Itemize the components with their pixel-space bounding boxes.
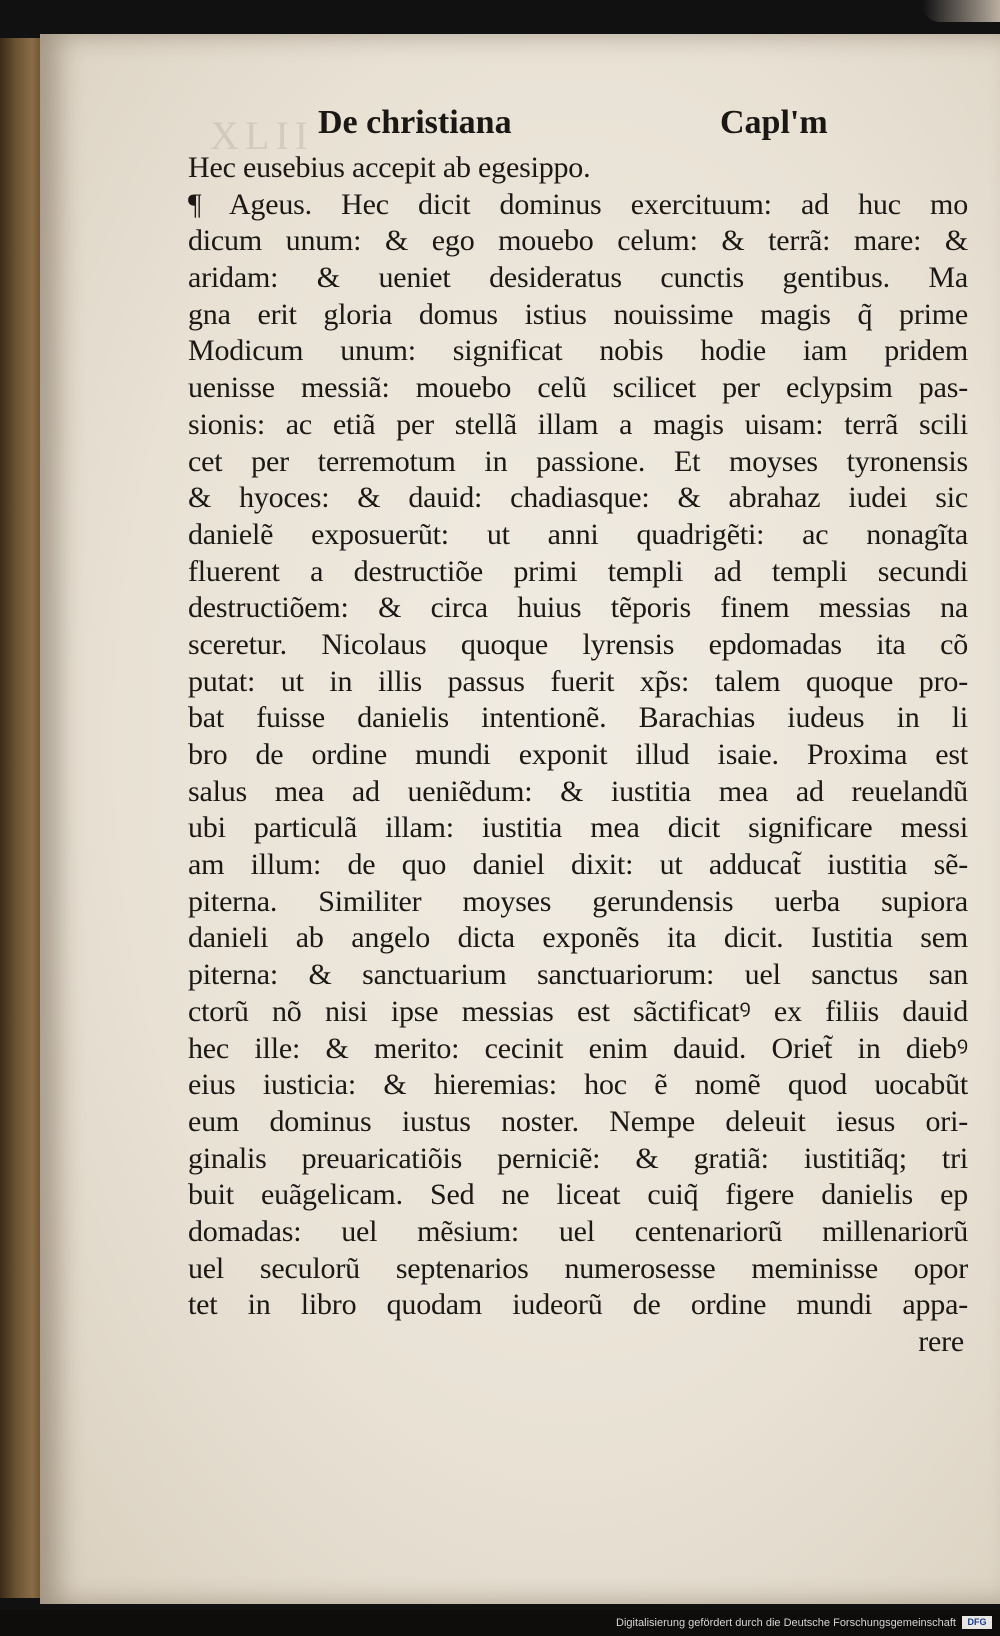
text-line: aridam: & ueniet desideratus cunctis gentibus. Ma xyxy=(188,261,968,295)
text-line: fluerent a destructiõe primi templi ad templi secundi xyxy=(188,554,968,588)
text-line: sceretur. Nicolaus quoque lyrensis epdomadas ita cõ xyxy=(188,627,968,661)
text-line: eius iusticia: & hieremias: hoc ẽ nomẽ quod uocabũt xyxy=(188,1068,968,1102)
text-line: bat fuisse danielis intentionẽ. Barachias iudeus in li xyxy=(188,701,968,735)
text-line: Modicum unum: significat nobis hodie iam pridem xyxy=(188,334,968,368)
text-line: uel seculorũ septenarios numerosesse meminisse opor xyxy=(188,1251,968,1285)
text-line: dicum unum: & ego mouebo celum: & terrã: mare: & xyxy=(188,224,968,258)
book-page xyxy=(40,34,1000,1604)
adjacent-page-corner xyxy=(922,0,1000,22)
text-line: ¶ Ageus. Hec dicit dominus exercituum: ad huc mo xyxy=(188,187,968,221)
text-line: destructiõem: & circa huius tẽporis finem messias na xyxy=(188,591,968,625)
running-head xyxy=(40,104,1000,154)
text-line: ctorũ nõ nisi ipse messias est sãctificatꝰ ex filiis dauid xyxy=(188,994,968,1028)
text-line: gna erit gloria domus istius nouissime magis q̃ prime xyxy=(188,297,968,331)
text-line: Hec eusebius accepit ab egesippo. xyxy=(188,151,591,184)
text-line: am illum: de quo daniel dixit: ut adducat̃ iustitia sẽ- xyxy=(188,848,968,882)
running-head-title: De christiana xyxy=(318,104,512,141)
text-line: ubi particulã illam: iustitia mea dicit significare messi xyxy=(188,811,968,845)
text-line: danieli ab angelo dicta exponẽs ita dicit. Iustitia sem xyxy=(188,921,968,955)
funding-credit: Digitalisierung gefördert durch die Deutsche Forschungsgemeinschaft xyxy=(616,1617,956,1629)
text-line: domadas: uel mẽsium: uel centenariorũ millenariorũ xyxy=(188,1214,968,1248)
text-line: hec ille: & merito: cecinit enim dauid. Oriet̃ in diebꝰ xyxy=(188,1031,968,1065)
text-line: putat: ut in illis passus fuerit xp̃s: talem quoque pro- xyxy=(188,664,968,698)
text-line: salus mea ad ueniẽdum: & iustitia mea ad reuelandũ xyxy=(188,774,968,808)
text-line: eum dominus iustus noster. Nempe deleuit iesus ori- xyxy=(188,1104,968,1138)
text-line: sionis: ac etiã per stellã illam a magis uisam: terrã scili xyxy=(188,407,968,441)
text-line: ginalis preuaricatiõis perniciẽ: & gratiã: iustitiãq; tri xyxy=(188,1141,968,1175)
text-line: uenisse messiã: mouebo celũ scilicet per eclypsim pas- xyxy=(188,371,968,405)
body-text xyxy=(188,150,968,1361)
text-line: & hyoces: & dauid: chadiasque: & abrahaz iudei sic xyxy=(188,481,968,515)
dfg-logo: DFG xyxy=(962,1616,992,1629)
text-line: bro de ordine mundi exponit illud isaie. Proxima est xyxy=(188,738,968,771)
text-line: buit euãgelicam. Sed ne liceat cuiq̃ figere danielis ep xyxy=(188,1178,968,1212)
text-line: piterna. Similiter moyses gerundensis uerba supiora xyxy=(188,884,968,918)
text-line: cet per terremotum in passione. Et moyses tyronensis xyxy=(188,444,968,478)
running-head-chapter: Capl'm xyxy=(720,104,828,141)
show-through-text: XLII xyxy=(210,113,314,158)
text-line: danielẽ exposuerũt: ut anni quadrigẽti: ac nonagĩta xyxy=(188,517,968,551)
text-line: piterna: & sanctuarium sanctuariorum: uel sanctus san xyxy=(188,958,968,992)
text-line: tet in libro quodam iudeorũ de ordine mundi appa- xyxy=(188,1288,968,1322)
text-line: rere xyxy=(918,1325,964,1358)
